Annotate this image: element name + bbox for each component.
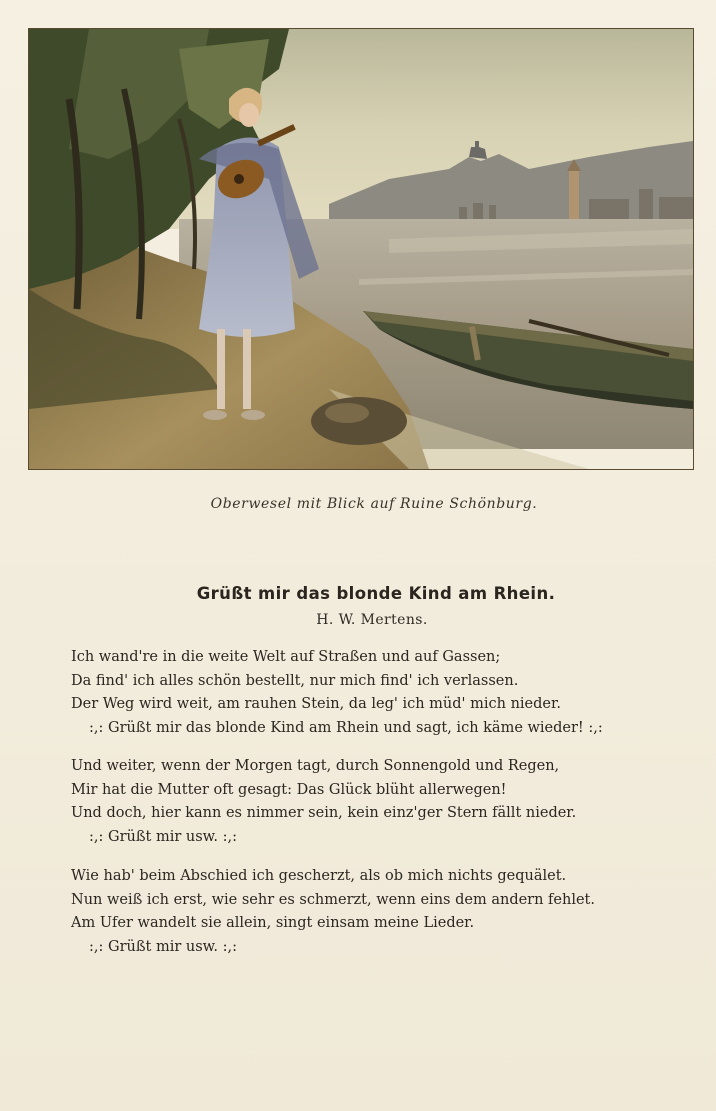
verse-line: Da find' ich alles schön bestellt, nur mich find' ich verlassen. <box>71 672 519 689</box>
verse-3 <box>71 865 691 959</box>
verse-refrain: :,: Grüßt mir usw. :,: <box>89 938 237 955</box>
painting-scene <box>29 29 693 469</box>
painting-caption: Oberwesel mit Blick auf Ruine Schönburg. <box>210 496 538 512</box>
verse-line: Und weiter, wenn der Morgen tagt, durch Sonnengold und Regen, <box>71 758 560 774</box>
verse-line: Wie hab' beim Abschied ich gescherzt, als ob mich nichts gequälet. <box>71 868 567 884</box>
verse-refrain: :,: Grüßt mir das blonde Kind am Rhein und sagt, ich käme wieder! :,: <box>89 719 603 736</box>
verse-refrain: :,: Grüßt mir usw. :,: <box>89 828 237 845</box>
verse-line: Und doch, hier kann es nimmer sein, kein einz'ger Stern fällt nieder. <box>71 805 577 821</box>
verse-2 <box>71 755 691 849</box>
song-title: Grüßt mir das blonde Kind am Rhein. <box>196 584 556 603</box>
verse-line: Nun weiß ich erst, wie sehr es schmerzt, wenn eins dem andern fehlet. <box>71 891 595 908</box>
painting-illustration <box>28 28 694 470</box>
song-author: H. W. Mertens. <box>316 612 428 628</box>
verse-1 <box>71 646 691 740</box>
verse-line: Am Ufer wandelt sie allein, singt einsam meine Lieder. <box>71 915 475 931</box>
verse-line: Ich wand're in die weite Welt auf Straßen und auf Gassen; <box>71 649 501 665</box>
verse-line: Der Weg wird weit, am rauhen Stein, da leg' ich müd' mich nieder. <box>71 696 561 712</box>
verse-line: Mir hat die Mutter oft gesagt: Das Glück blüht allerwegen! <box>71 781 507 798</box>
